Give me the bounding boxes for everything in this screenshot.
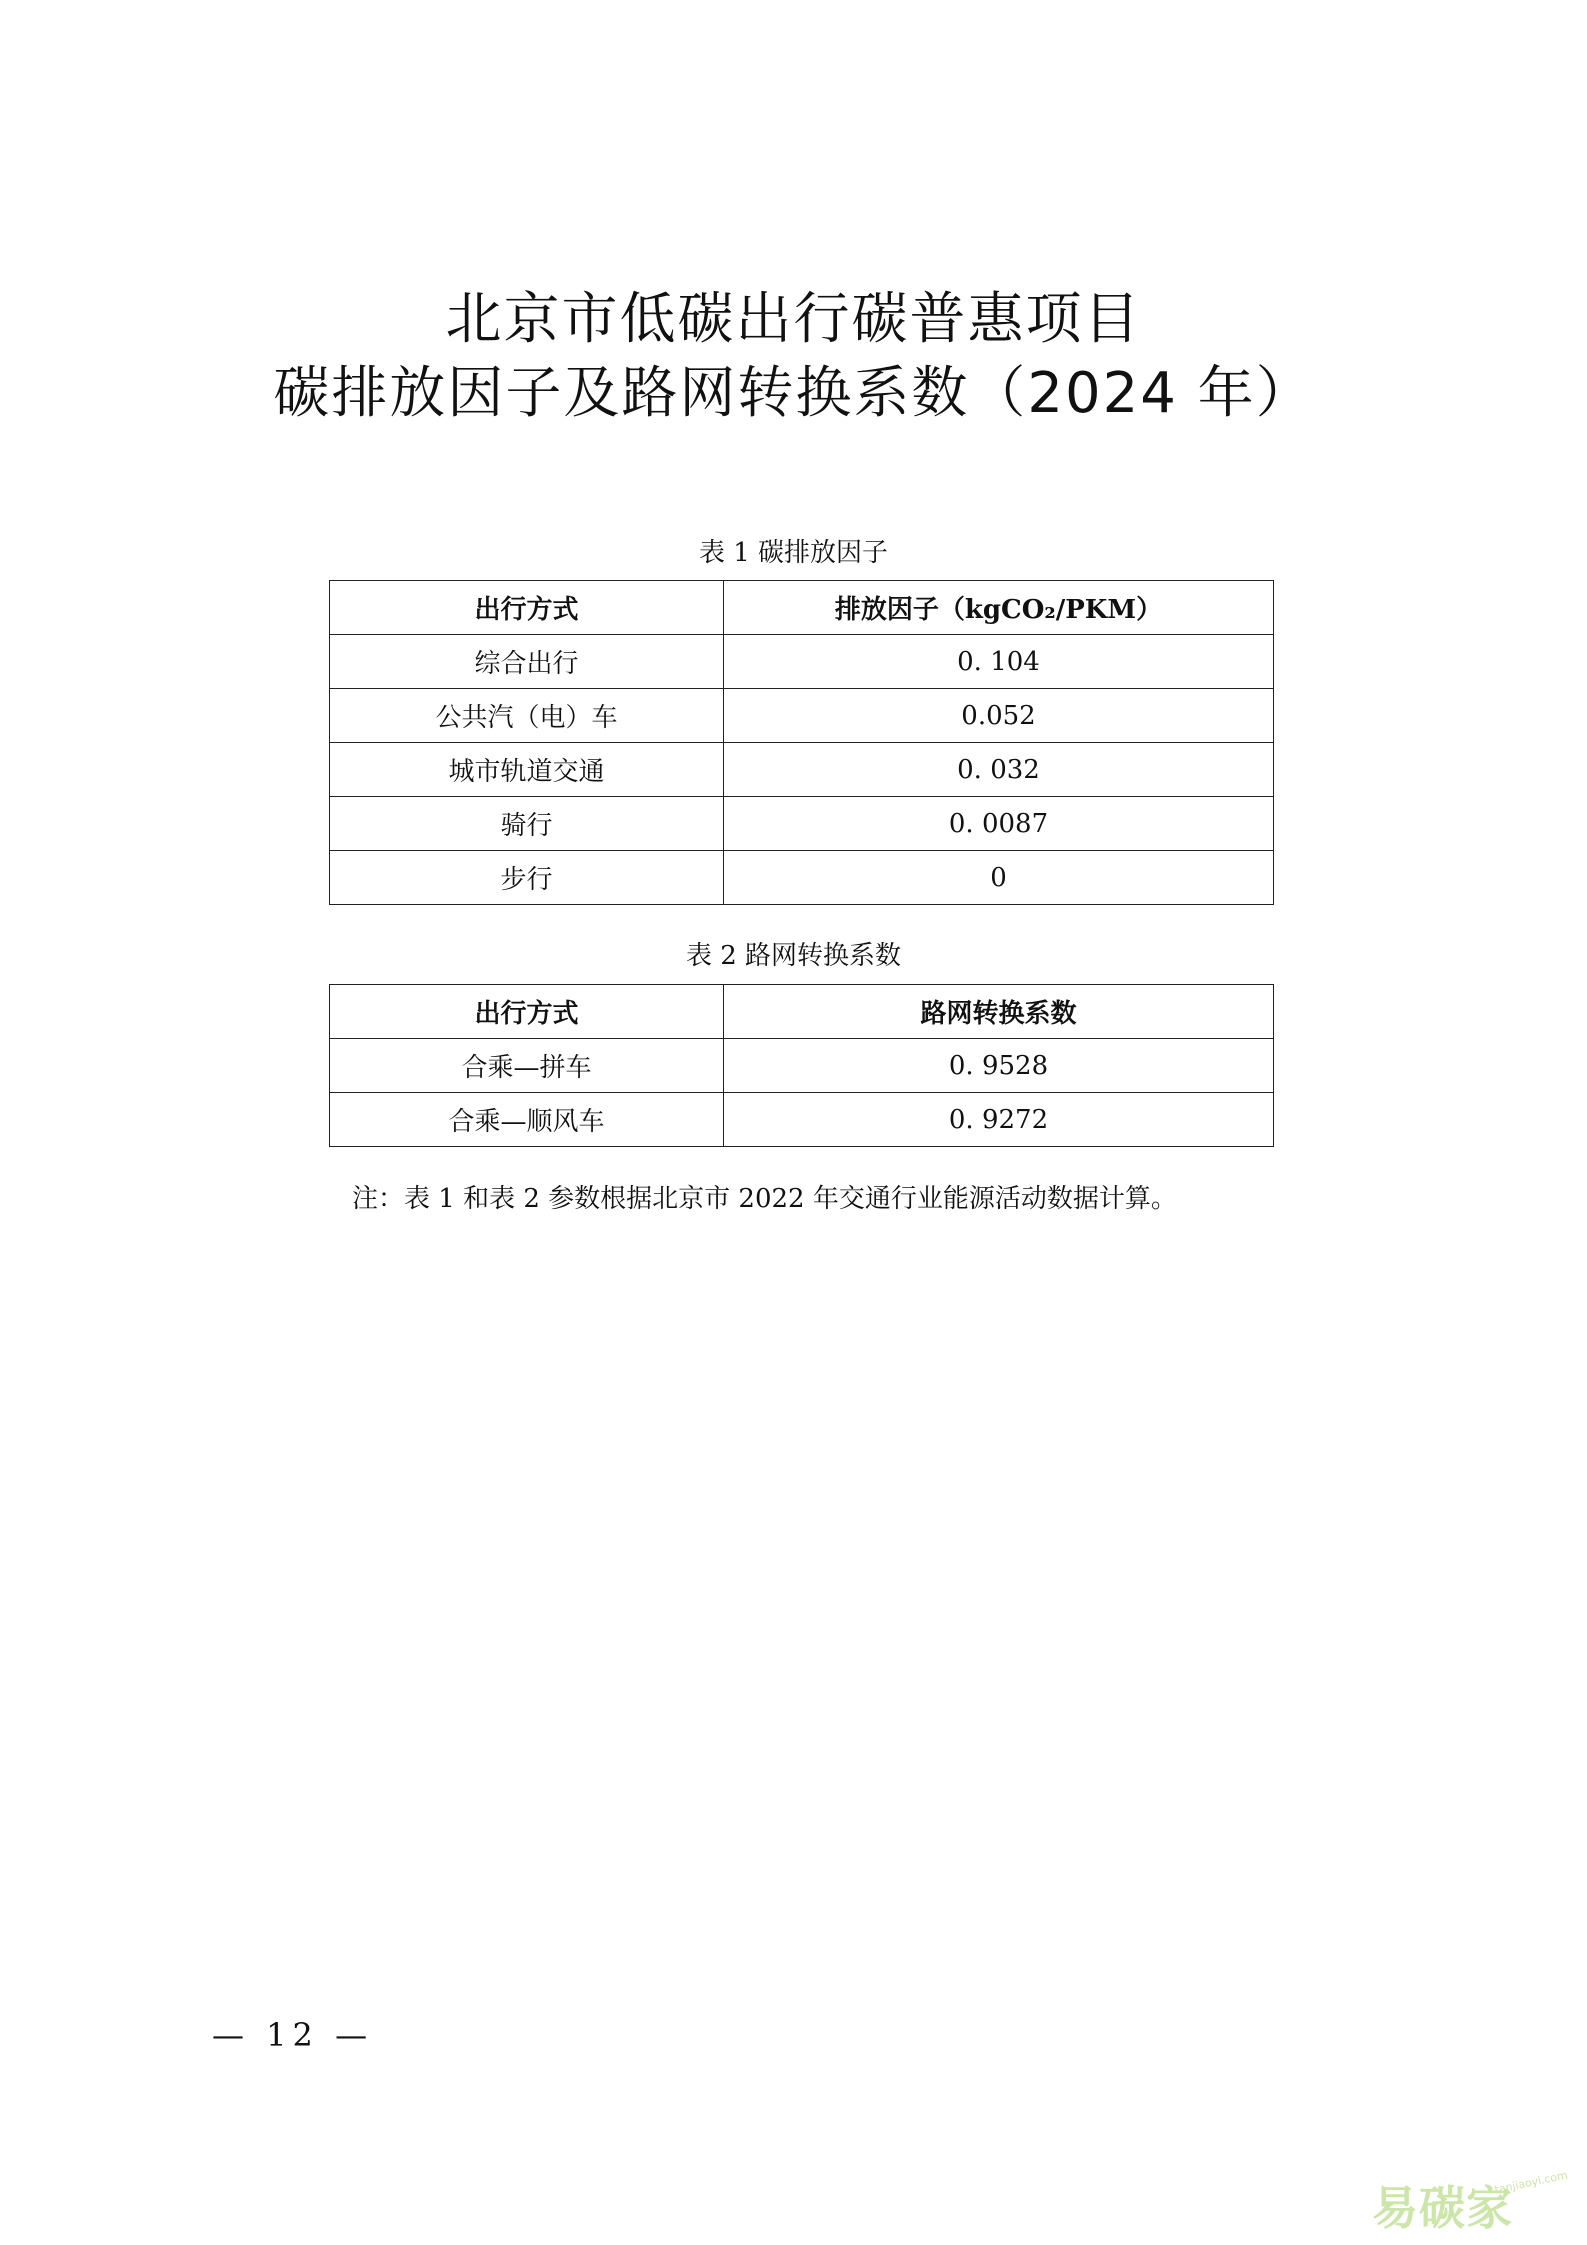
table-row xyxy=(330,689,1274,743)
network-conversion-table xyxy=(329,984,1274,1147)
table-header-row xyxy=(330,985,1274,1039)
emission-factor-table xyxy=(329,580,1274,905)
table-row xyxy=(330,743,1274,797)
table-row xyxy=(330,635,1274,689)
watermark-text: 易碳家 xyxy=(1372,2181,1513,2235)
travel-mode-cell: 骑行 xyxy=(330,797,724,851)
header-travel-mode: 出行方式 xyxy=(330,985,724,1039)
table-row xyxy=(330,851,1274,905)
document-title-line-1: 北京市低碳出行碳普惠项目 xyxy=(445,287,1142,352)
table-1-caption: 表 1 碳排放因子 xyxy=(698,538,889,568)
footnote: 注：表 1 和表 2 参数根据北京市 2022 年交通行业能源活动数据计算。 xyxy=(352,1184,1177,1214)
table-row xyxy=(330,1093,1274,1147)
table-2-caption: 表 2 路网转换系数 xyxy=(685,941,902,971)
travel-mode-cell: 综合出行 xyxy=(330,635,724,689)
header-emission-factor: 排放因子（kgCO₂/PKM） xyxy=(724,581,1274,635)
travel-mode-cell: 城市轨道交通 xyxy=(330,743,724,797)
document-title-line-2: 碳排放因子及路网转换系数（2024 年） xyxy=(273,361,1314,426)
table-row xyxy=(330,1039,1274,1093)
travel-mode-cell: 合乘—拼车 xyxy=(330,1039,724,1093)
watermark-domain: tanjiaoyi.com xyxy=(1493,2168,1569,2197)
conversion-coefficient-cell: 0. 9528 xyxy=(724,1039,1274,1093)
emission-factor-cell: 0. 104 xyxy=(724,635,1274,689)
header-conversion-coefficient: 路网转换系数 xyxy=(724,985,1274,1039)
table-row xyxy=(330,797,1274,851)
travel-mode-cell: 公共汽（电）车 xyxy=(330,689,724,743)
travel-mode-cell: 合乘—顺风车 xyxy=(330,1093,724,1147)
page-number: — 12 — xyxy=(212,2016,374,2054)
conversion-coefficient-cell: 0. 9272 xyxy=(724,1093,1274,1147)
travel-mode-cell: 步行 xyxy=(330,851,724,905)
header-travel-mode: 出行方式 xyxy=(330,581,724,635)
emission-factor-cell: 0.052 xyxy=(724,689,1274,743)
site-watermark-logo xyxy=(1372,2168,1572,2238)
table-header-row xyxy=(330,581,1274,635)
emission-factor-cell: 0 xyxy=(724,851,1274,905)
emission-factor-cell: 0. 0087 xyxy=(724,797,1274,851)
emission-factor-cell: 0. 032 xyxy=(724,743,1274,797)
